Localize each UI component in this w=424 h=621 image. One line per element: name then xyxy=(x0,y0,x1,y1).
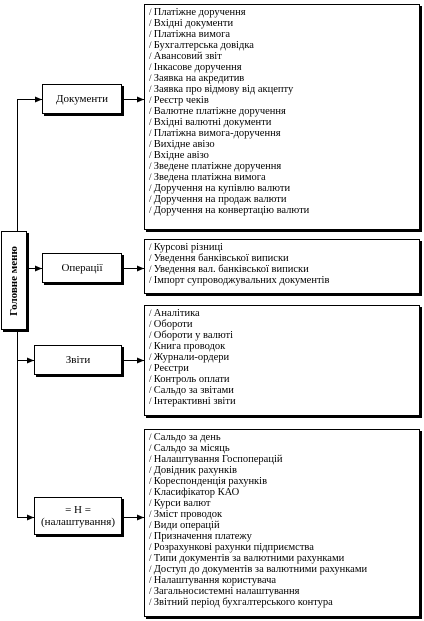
category-label: Звіти xyxy=(65,354,91,366)
list-item: / Доступ до документів за валютними рахунками xyxy=(149,564,415,575)
arrow-icon xyxy=(137,97,144,103)
list-item: / Контроль оплати xyxy=(149,374,415,385)
list-item: / Звітний період бухгалтерського контура xyxy=(149,597,415,608)
list-item: / Доручення на конвертацію валюти xyxy=(149,205,415,216)
list-item: / Імпорт супроводжувальних документів xyxy=(149,275,415,286)
category-reports xyxy=(34,345,122,375)
arrow-icon xyxy=(137,358,144,364)
category-label: Документи xyxy=(56,93,108,105)
category-label: = Н = (налаштування) xyxy=(41,504,115,528)
documents-items-list xyxy=(144,4,420,230)
list-item: / Призначення платежу xyxy=(149,531,415,542)
arrow-icon xyxy=(137,515,144,521)
list-item: / Обороти у валюті xyxy=(149,330,415,341)
list-item: / Сальдо за звітами xyxy=(149,385,415,396)
list-item: / Класифікатор КАО xyxy=(149,487,415,498)
list-item: / Зміст проводок xyxy=(149,509,415,520)
list-item: / Авансовий звіт xyxy=(149,51,415,62)
list-item: / Зведене платіжне доручення xyxy=(149,161,415,172)
list-item: / Сальдо за місяць xyxy=(149,443,415,454)
list-item: / Зведена платіжна вимога xyxy=(149,172,415,183)
list-item: / Реєстри xyxy=(149,363,415,374)
list-item: / Аналітика xyxy=(149,308,415,319)
list-item: / Курси валют xyxy=(149,498,415,509)
list-item: / Платіжна вимога xyxy=(149,29,415,40)
list-item: / Доручення на продаж валюти xyxy=(149,194,415,205)
category-label: Операції xyxy=(61,262,103,274)
list-item: / Обороти xyxy=(149,319,415,330)
operations-items-list xyxy=(144,239,420,294)
list-item: / Заявка на акредитив xyxy=(149,73,415,84)
list-item: / Налаштування користувача xyxy=(149,575,415,586)
arrow-icon xyxy=(35,266,42,272)
list-item: / Валютне платіжне доручення xyxy=(149,106,415,117)
main-menu-label: Головне меню xyxy=(8,245,20,316)
list-item: / Інкасове доручення xyxy=(149,62,415,73)
list-item: / Журнали-ордери xyxy=(149,352,415,363)
list-item: / Типи документів за валютними рахунками xyxy=(149,553,415,564)
category-settings xyxy=(34,497,122,535)
list-item: / Вхідні документи xyxy=(149,18,415,29)
arrow-icon xyxy=(35,97,42,103)
list-item: / Заявка про відмову від акцепту xyxy=(149,84,415,95)
arrow-icon xyxy=(137,266,144,272)
list-item: / Платіжне доручення xyxy=(149,7,415,18)
list-item: / Реєстр чеків xyxy=(149,95,415,106)
list-item: / Доручення на купівлю валюти xyxy=(149,183,415,194)
category-documents xyxy=(42,84,122,114)
list-item: / Уведення вал. банківської виписки xyxy=(149,264,415,275)
list-item: / Розрахункові рахунки підприємства xyxy=(149,542,415,553)
list-item: / Довідник рахунків xyxy=(149,465,415,476)
list-item: / Вихідне авізо xyxy=(149,139,415,150)
list-item: / Види операцій xyxy=(149,520,415,531)
list-item: / Курсові різниці xyxy=(149,242,415,253)
list-item: / Налаштування Госпоперацій xyxy=(149,454,415,465)
list-item: / Вхідне авізо xyxy=(149,150,415,161)
list-item: / Вхідні валютні документи xyxy=(149,117,415,128)
list-item: / Сальдо за день xyxy=(149,432,415,443)
list-item: / Платіжна вимога-доручення xyxy=(149,128,415,139)
list-item: / Інтерактивні звіти xyxy=(149,396,415,407)
arrow-icon xyxy=(27,515,34,521)
list-item: / Книга проводок xyxy=(149,341,415,352)
list-item: / Загальносистемні налаштування xyxy=(149,586,415,597)
reports-items-list xyxy=(144,305,420,416)
settings-items-list xyxy=(144,429,420,617)
main-menu-node xyxy=(1,231,27,330)
category-operations xyxy=(42,253,122,283)
list-item: / Уведення банківської виписки xyxy=(149,253,415,264)
list-item: / Бухгалтерська довідка xyxy=(149,40,415,51)
list-item: / Кореспонденція рахунків xyxy=(149,476,415,487)
arrow-icon xyxy=(27,358,34,364)
